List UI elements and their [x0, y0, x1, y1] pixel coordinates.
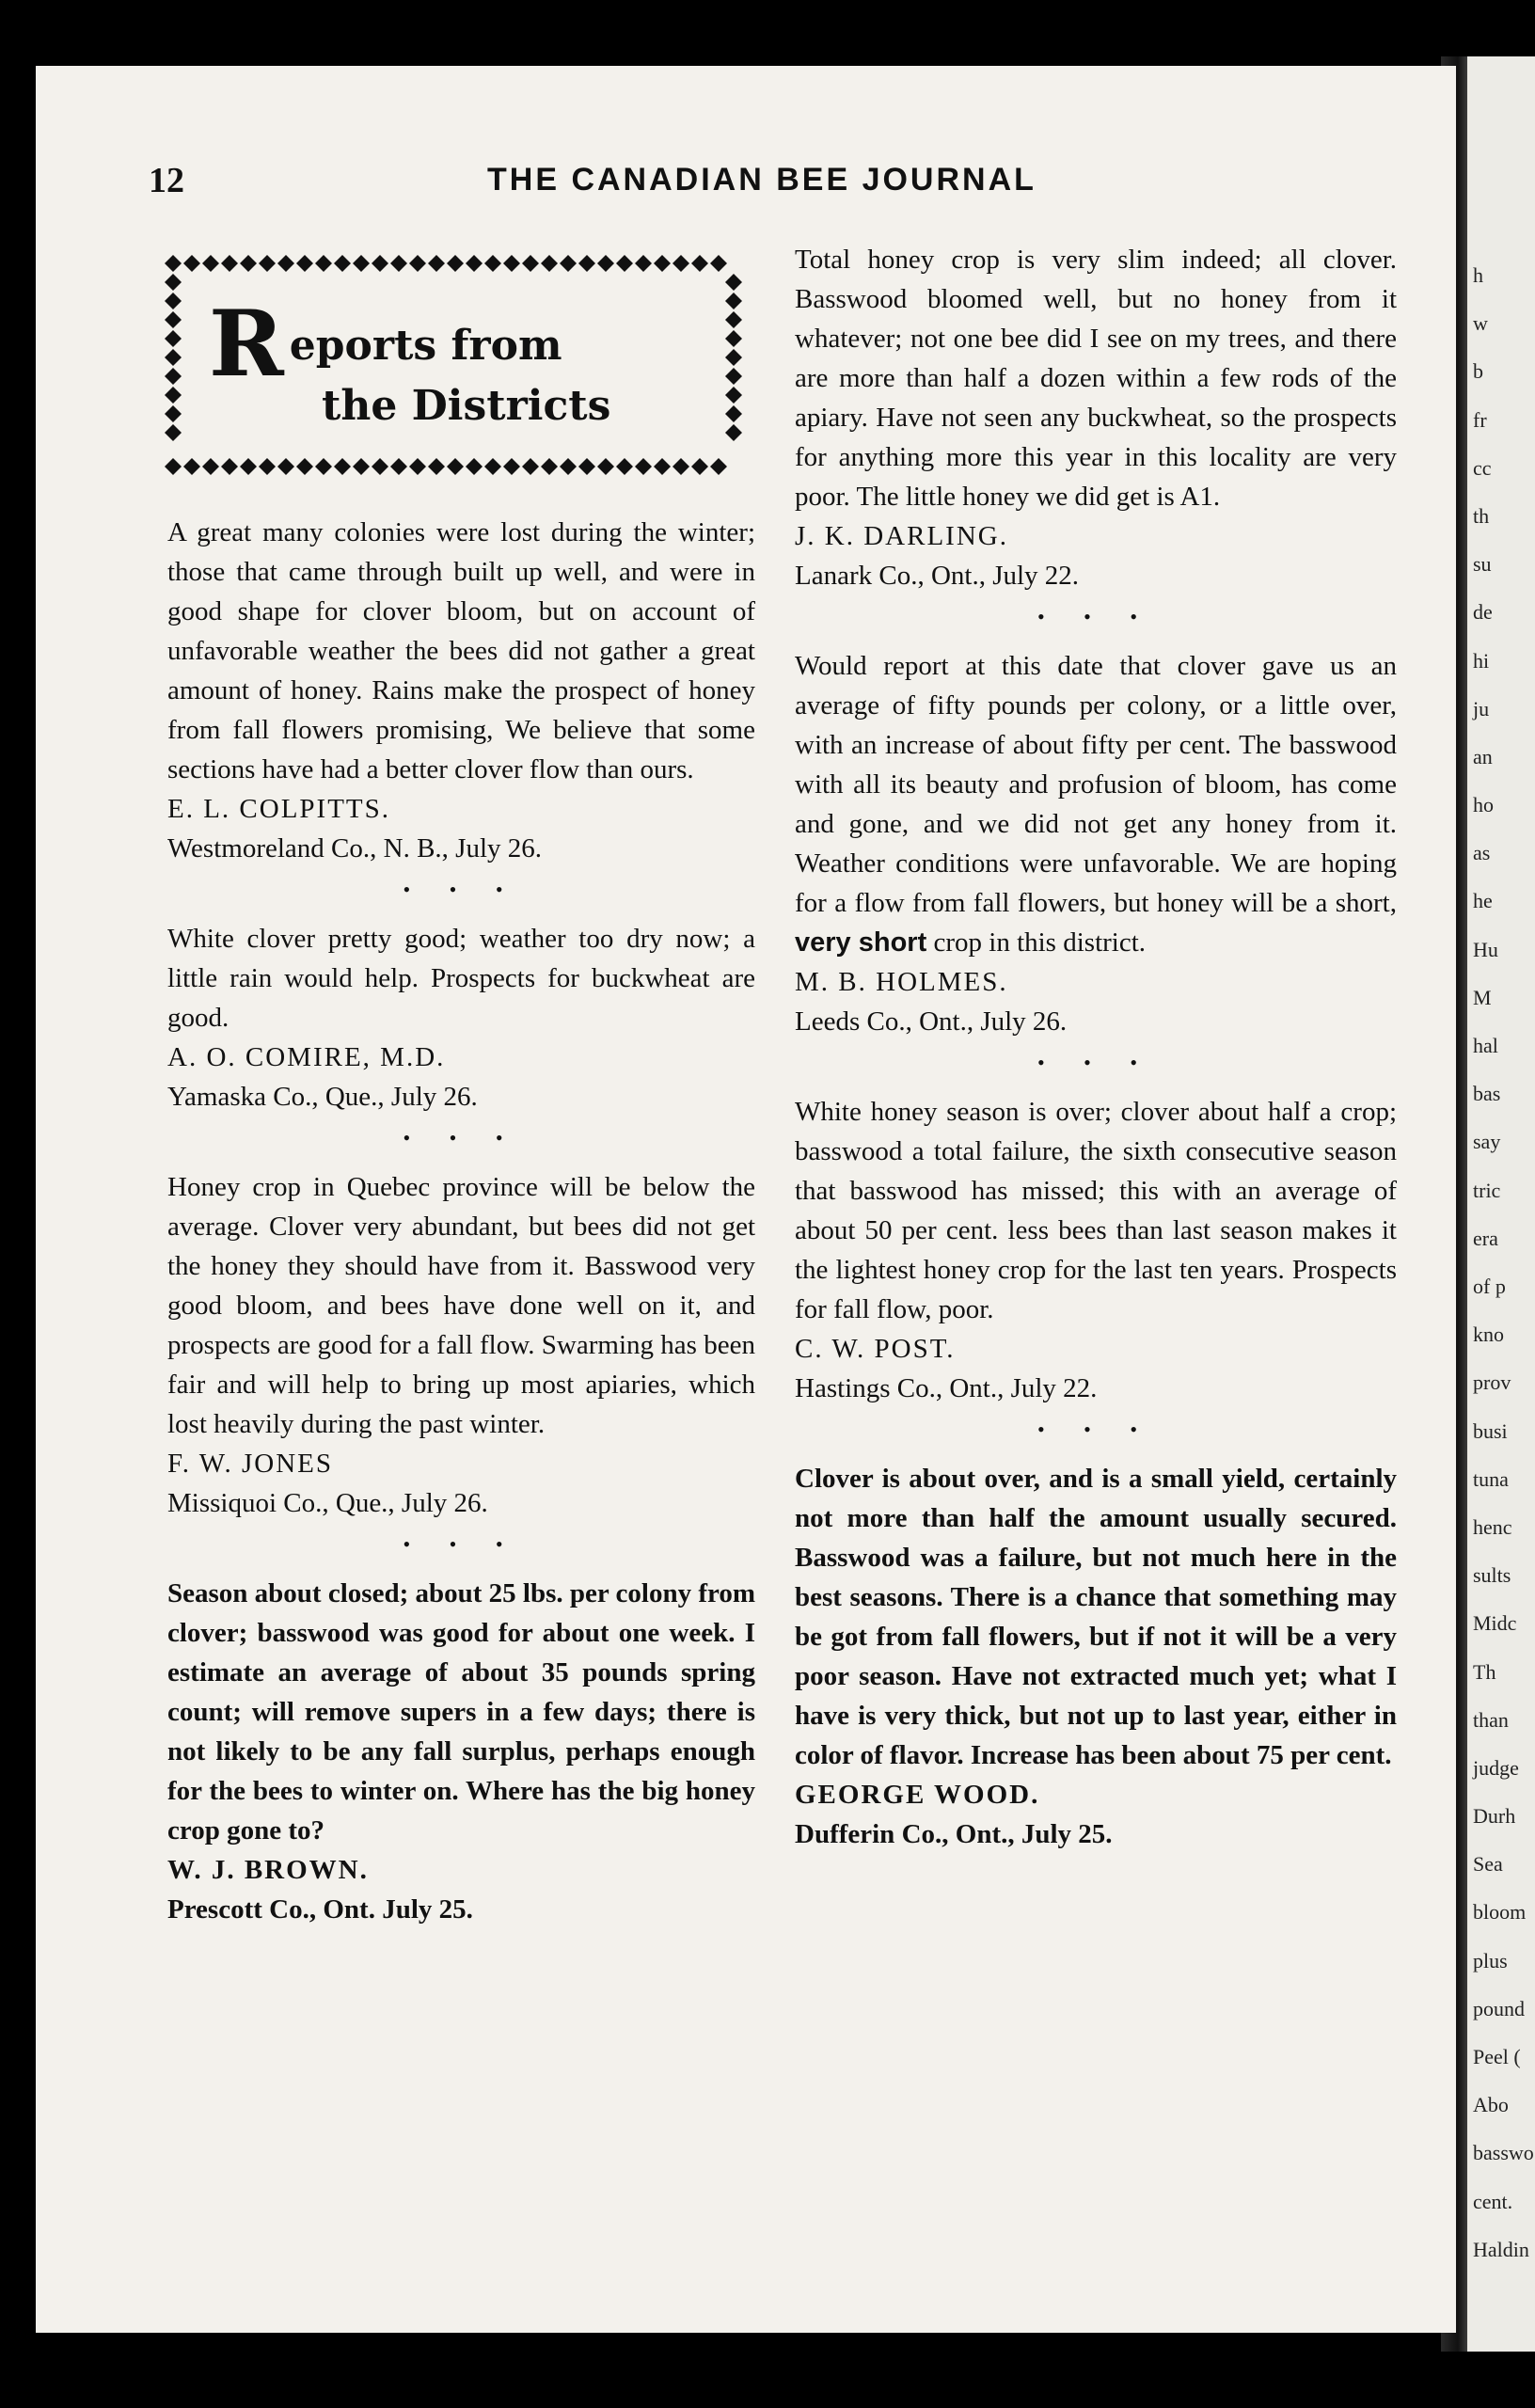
report-place: Dufferin Co., Ont., July 25.: [795, 1819, 1113, 1849]
section-heading: [209, 291, 611, 436]
report-place: Leeds Co., Ont., July 26.: [795, 1006, 1068, 1037]
border-diamond: [296, 255, 313, 272]
facing-page-fragment: M: [1473, 985, 1492, 1009]
border-diamond: [560, 458, 577, 475]
border-diamond: [277, 255, 294, 272]
border-diamond: [165, 293, 182, 309]
facing-page-fragment: hal: [1473, 1034, 1498, 1058]
facing-page-fragment: busi: [1473, 1418, 1508, 1443]
border-diamond: [428, 458, 445, 475]
border-diamond: [560, 255, 577, 272]
report-text: White honey season is over; clover about half a crop; basswood a total failure, the sixth consecutive season that basswood has missed; this with an average of about 50 per cent. less bees than last season makes it the lightest honey crop for the last ten years. Prospects for fall flow, poor.: [795, 1097, 1397, 1324]
border-diamond: [183, 255, 200, 272]
border-diamond: [541, 458, 558, 475]
border-diamond: [484, 458, 501, 475]
border-diamond: [635, 458, 652, 475]
border-diamond: [165, 405, 182, 422]
border-diamond: [447, 458, 464, 475]
border-diamond: [428, 255, 445, 272]
facing-page-fragment: ju: [1473, 696, 1490, 721]
border-diamond: [165, 368, 182, 385]
border-diamond: [597, 458, 614, 475]
report-signature: C. W. POST.: [795, 1334, 956, 1364]
border-diamond: [578, 458, 595, 475]
border-diamond: [466, 255, 483, 272]
border-diamond: [616, 255, 633, 272]
facing-page-fragment: kno: [1473, 1323, 1504, 1347]
border-diamond: [635, 255, 652, 272]
separator-dots: • • •: [403, 1532, 520, 1556]
border-diamond: [503, 458, 520, 475]
facing-page-fragment: su: [1473, 552, 1492, 577]
border-diamond: [165, 387, 182, 404]
separator-dots: • • •: [1037, 605, 1155, 628]
report-place: Hastings Co., Ont., July 22.: [795, 1373, 1098, 1403]
report-colpitts: [167, 513, 755, 868]
border-diamond: [691, 458, 708, 475]
border-diamond: [541, 255, 558, 272]
facing-page-fragment: de: [1473, 600, 1493, 625]
report-signature: E. L. COLPITTS.: [167, 794, 391, 824]
facing-page-fragment: Abo: [1473, 2093, 1509, 2117]
facing-page-fragment: than: [1473, 1707, 1509, 1732]
facing-page-fragment: era: [1473, 1226, 1498, 1250]
report-place: Missiquoi Co., Que., July 26.: [167, 1488, 488, 1518]
border-diamond: [725, 349, 742, 366]
left-column: [167, 513, 755, 1929]
border-diamond: [597, 255, 614, 272]
border-diamond: [221, 255, 238, 272]
border-diamond: [334, 458, 351, 475]
border-diamond: [334, 255, 351, 272]
border-diamond: [165, 349, 182, 366]
facing-page-fragment: h: [1473, 263, 1483, 287]
border-diamond: [503, 255, 520, 272]
border-diamond: [165, 274, 182, 291]
border-diamond: [221, 458, 238, 475]
facing-page-fragment: an: [1473, 744, 1493, 768]
border-diamond: [259, 255, 276, 272]
report-signature: W. J. BROWN.: [167, 1855, 369, 1885]
facing-page-fragment: as: [1473, 841, 1491, 865]
report-place: Westmoreland Co., N. B., July 26.: [167, 833, 542, 863]
facing-page-fragment: pound: [1473, 1996, 1525, 2020]
report-text: A great many colonies were lost during the winter; those that came through built up well, and were in good shape for clover bloom, but on account of unfavorable weather the bees did not gather a great amount of honey. Rains make the prospect of honey from fall flowers promising, We believe that some sections have had a better clover flow than ours.: [167, 517, 755, 784]
border-diamond: [240, 458, 257, 475]
facing-page-fragment: of p: [1473, 1275, 1506, 1298]
facing-page-fragment: cent.: [1473, 2189, 1513, 2213]
facing-page-fragment: say: [1473, 1130, 1501, 1154]
border-diamond: [578, 255, 595, 272]
border-diamond: [296, 458, 313, 475]
facing-page-fragment: Hu: [1473, 937, 1498, 961]
border-diamond: [390, 458, 407, 475]
border-diamond: [725, 368, 742, 385]
border-diamond: [165, 255, 182, 272]
border-diamond: [654, 458, 671, 475]
facing-page-fragment: ho: [1473, 793, 1494, 817]
border-diamond: [409, 458, 426, 475]
heading-line-1: eports from: [289, 322, 562, 370]
facing-page-fragment: tuna: [1473, 1466, 1509, 1491]
report-post: [795, 1092, 1397, 1408]
border-diamond: [202, 458, 219, 475]
border-diamond: [710, 255, 727, 272]
facing-page-fragment: plus: [1473, 1948, 1508, 1972]
border-diamond: [522, 458, 539, 475]
report-jones: [167, 1167, 755, 1523]
facing-page-fragment: Durh: [1473, 1804, 1516, 1829]
report-holmes: [795, 646, 1397, 1041]
facing-page-fragment: fr: [1473, 407, 1487, 432]
border-diamond: [240, 255, 257, 272]
border-diamond: [673, 255, 689, 272]
facing-page-fragment: Haldin: [1473, 2237, 1529, 2261]
facing-page-fragment: Sea: [1473, 1852, 1503, 1877]
border-diamond: [725, 293, 742, 309]
facing-page-fragment: he: [1473, 889, 1493, 913]
page-number: 12: [149, 161, 184, 200]
separator-dots: • • •: [403, 1126, 520, 1149]
facing-page-fragment: w: [1473, 311, 1488, 336]
report-signature: F. W. JONES: [167, 1449, 334, 1479]
border-diamond: [725, 330, 742, 347]
border-diamond: [673, 458, 689, 475]
report-comire: [167, 919, 755, 1117]
report-text-emphasis: very short: [795, 927, 927, 958]
right-column: [795, 240, 1397, 1854]
separator-dots: • • •: [403, 878, 520, 901]
facing-page-fragment: b: [1473, 359, 1483, 384]
report-signature: A. O. COMIRE, M.D.: [167, 1042, 446, 1072]
border-diamond: [390, 255, 407, 272]
border-diamond: [202, 255, 219, 272]
facing-page-edge: [1467, 56, 1535, 2352]
border-diamond: [183, 458, 200, 475]
report-place: Lanark Co., Ont., July 22.: [795, 561, 1080, 591]
border-diamond: [372, 458, 388, 475]
border-diamond: [447, 255, 464, 272]
report-text-main: Would report at this date that clover gave us an average of fifty pounds per colony, or a little over, with an increase of about fifty per cent. The basswood with all its beauty and profusion of bloom, has come and gone, and we did not get any honey from it. Weather conditions were unfavorable. We are hoping for a flow from fall flowers, but honey will be a short,: [795, 651, 1397, 918]
border-diamond: [654, 255, 671, 272]
facing-page-fragment: hi: [1473, 648, 1490, 673]
facing-page-fragment: tric: [1473, 1178, 1501, 1202]
facing-page-fragment: bas: [1473, 1082, 1501, 1106]
report-text: White clover pretty good; weather too dry now; a little rain would help. Prospects for buckwheat are good.: [167, 924, 755, 1033]
report-place: Yamaska Co., Que., July 26.: [167, 1082, 478, 1112]
border-diamond: [165, 424, 182, 441]
report-brown: [167, 1574, 755, 1929]
facing-page-fragment: prov: [1473, 1370, 1511, 1395]
border-diamond: [691, 255, 708, 272]
border-diamond: [616, 458, 633, 475]
border-diamond: [259, 458, 276, 475]
border-diamond: [522, 255, 539, 272]
report-text: Total honey crop is very slim indeed; all clover. Basswood bloomed well, but no honey from it whatever; not one bee did I see on my trees, and there are more than half a dozen within a few rods of the apiary. Have not seen any buckwheat, so the prospects for anything more this year in this locality are very poor. The little honey we did get is A1.: [795, 245, 1397, 512]
report-wood: [795, 1459, 1397, 1854]
border-diamond: [277, 458, 294, 475]
facing-page-fragment: basswo: [1473, 2141, 1534, 2165]
border-diamond: [725, 424, 742, 441]
border-diamond: [165, 330, 182, 347]
separator-dots: • • •: [1037, 1051, 1155, 1074]
facing-page-fragment: judge: [1473, 1755, 1519, 1780]
facing-page-fragment: th: [1473, 503, 1490, 528]
border-diamond: [710, 458, 727, 475]
facing-page-fragment: Th: [1473, 1659, 1496, 1684]
report-text: Clover is about over, and is a small yield, certainly not more than half the amount usually secured. Basswood was a failure, but not much here in the best seasons. There is a chance that something may be got from fall flowers, but if not it will be a very poor season. Have not extracted much yet; what I have is very thick, but not up to last year, either in color of flavor. Increase has been about 75 per cent.: [795, 1464, 1397, 1770]
report-place: Prescott Co., Ont. July 25.: [167, 1894, 473, 1925]
report-text-tail: crop in this district.: [926, 927, 1147, 958]
border-diamond: [725, 274, 742, 291]
facing-page-fragment: Peel (: [1473, 2045, 1521, 2069]
border-diamond: [165, 311, 182, 328]
facing-page-fragment: sults: [1473, 1563, 1511, 1588]
heading-initial: R: [209, 291, 284, 397]
report-text: [795, 646, 1397, 962]
report-text: Season about closed; about 25 lbs. per colony from clover; basswood was good for about one week. I estimate an average of about 35 pounds spring count; will remove supers in a few days; there is not likely to be any fall surplus, perhaps enough for the bees to winter on. Where has the big honey crop gone to?: [167, 1578, 755, 1846]
border-diamond: [315, 255, 332, 272]
border-diamond: [725, 405, 742, 422]
facing-page-fragment: bloom: [1473, 1900, 1527, 1925]
border-diamond: [409, 255, 426, 272]
heading-line-2: the Districts: [322, 382, 611, 430]
section-heading-box: [162, 252, 745, 478]
border-diamond: [353, 255, 370, 272]
facing-page-fragment: henc: [1473, 1514, 1512, 1539]
border-diamond: [725, 387, 742, 404]
running-head: THE CANADIAN BEE JOURNAL: [487, 162, 1037, 198]
border-diamond: [725, 311, 742, 328]
facing-page-fragment: cc: [1473, 455, 1492, 480]
border-diamond: [466, 458, 483, 475]
border-diamond: [353, 458, 370, 475]
facing-page-fragment: Midc: [1473, 1611, 1517, 1636]
separator-dots: • • •: [1037, 1418, 1155, 1441]
border-diamond: [315, 458, 332, 475]
report-signature: M. B. HOLMES.: [795, 967, 1008, 997]
border-diamond: [372, 255, 388, 272]
report-darling: [795, 240, 1397, 595]
border-diamond: [165, 458, 182, 475]
report-signature: GEORGE WOOD.: [795, 1780, 1040, 1810]
border-diamond: [484, 255, 501, 272]
report-signature: J. K. DARLING.: [795, 521, 1008, 551]
report-text: Honey crop in Quebec province will be below the average. Clover very abundant, but bees did not get the honey they should have from it. Basswood very good bloom, and bees have done well on it, and prospects are good for a fall flow. Swarming has been fair and will help to bring up most apiaries, which lost heavily during the past winter.: [167, 1172, 755, 1439]
